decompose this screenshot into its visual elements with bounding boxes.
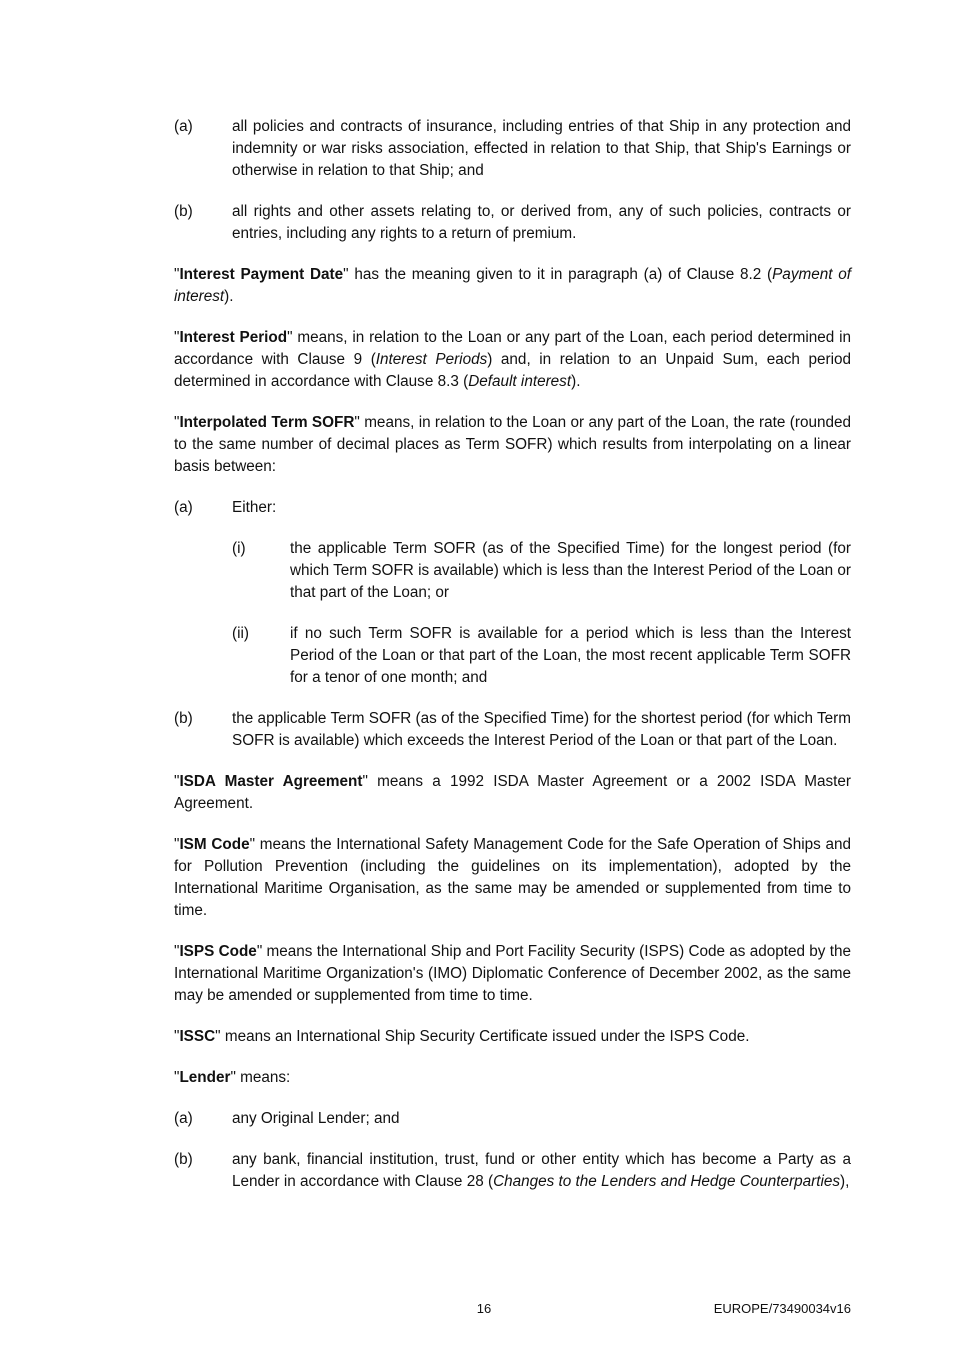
item-label: (b) xyxy=(174,1151,193,1168)
item-text: the applicable Term SOFR (as of the Specified Time) for the longest period (for which Term SOFR is available) which is less than the Interest Period of the Loan or that part of the Loan; or xyxy=(290,540,851,601)
defined-term: ISPS Code xyxy=(179,943,257,960)
defined-term: Lender xyxy=(179,1069,231,1086)
defined-term: ISM Code xyxy=(179,836,250,853)
defined-term: Interest Period xyxy=(179,329,288,346)
list-item xyxy=(174,1149,851,1193)
definition-issc: "ISSC" means an International Ship Security Certificate issued under the ISPS Code. xyxy=(174,1028,750,1045)
definition-lender: "Lender" means: xyxy=(174,1069,291,1086)
item-text: any bank, financial institution, trust, fund or other entity which has become a Party as a Lender in accordance with Clause 28 (Changes to the Lenders and Hedge Counterparties), xyxy=(232,1151,851,1190)
item-text: all rights and other assets relating to, or derived from, any of such policies, contracts or entries, including any rights to a return of premium. xyxy=(232,203,851,242)
item-label: (a) xyxy=(174,499,193,516)
item-label: (b) xyxy=(174,710,193,727)
defined-term: ISSC xyxy=(179,1028,216,1045)
list-item xyxy=(174,497,851,519)
item-text: Either: xyxy=(232,499,277,516)
defined-term: Interest Payment Date xyxy=(179,266,344,283)
sub-list-item xyxy=(232,538,851,604)
item-label: (ii) xyxy=(232,625,249,642)
item-text: all policies and contracts of insurance, including entries of that Ship in any protection and indemnity or war risks association, effected in relation to that Ship, that Ship's Earnings or otherwise in relation to that Ship; and xyxy=(232,118,851,179)
sub-list-item xyxy=(232,623,851,689)
item-label: (b) xyxy=(174,203,193,220)
page-number: 16 xyxy=(476,1301,492,1316)
item-text: the applicable Term SOFR (as of the Specified Time) for the shortest period (for which Term SOFR is available) which exceeds the Interest Period of the Loan or that part of the Loan. xyxy=(232,710,851,749)
definition-interest-period: "Interest Period" means, in relation to the Loan or any part of the Loan, each period determined in accordance with Clause 9 (Interest Periods) and, in relation to an Unpaid Sum, each period determined in accordance with Clause 8.3 (Default interest). xyxy=(174,329,852,390)
definition-isps-code: "ISPS Code" means the International Ship and Port Facility Security (ISPS) Code as adopted by the International Maritime Organization's (IMO) Diplomatic Conference of December 2002, as the same may be amended or supplemented from time to time. xyxy=(174,943,851,1004)
item-label: (i) xyxy=(232,540,246,557)
item-text: if no such Term SOFR is available for a period which is less than the Interest Period of the Loan or that part of the Loan, the most recent applicable Term SOFR for a tenor of one month; and xyxy=(290,625,851,686)
list-item xyxy=(174,201,851,245)
defined-term: ISDA Master Agreement xyxy=(179,773,363,790)
definition-interpolated-term-sofr: "Interpolated Term SOFR" means, in relation to the Loan or any part of the Loan, the rate (rounded to the same number of decimal places as Term SOFR) which results from interpolating on a linear basis between: xyxy=(174,414,851,475)
definition-isda-master-agreement: "ISDA Master Agreement" means a 1992 ISDA Master Agreement or a 2002 ISDA Master Agreement. xyxy=(174,773,851,812)
defined-term: Interpolated Term SOFR xyxy=(179,414,355,431)
definition-interest-payment-date: "Interest Payment Date" has the meaning given to it in paragraph (a) of Clause 8.2 (Payment of interest). xyxy=(174,266,851,305)
list-item xyxy=(174,708,851,752)
definition-ism-code: "ISM Code" means the International Safety Management Code for the Safe Operation of Ships and for Pollution Prevention (including the guidelines on its implementation), adopted by the International Maritime Organisation, as the same may be amended or supplemented from time to time. xyxy=(174,836,852,919)
list-item xyxy=(174,116,851,182)
item-label: (a) xyxy=(174,118,193,135)
list-item xyxy=(174,1108,851,1130)
document-reference: EUROPE/73490034v16 xyxy=(713,1301,851,1316)
document-page xyxy=(174,116,851,1212)
item-text: any Original Lender; and xyxy=(232,1110,400,1127)
item-label: (a) xyxy=(174,1110,193,1127)
